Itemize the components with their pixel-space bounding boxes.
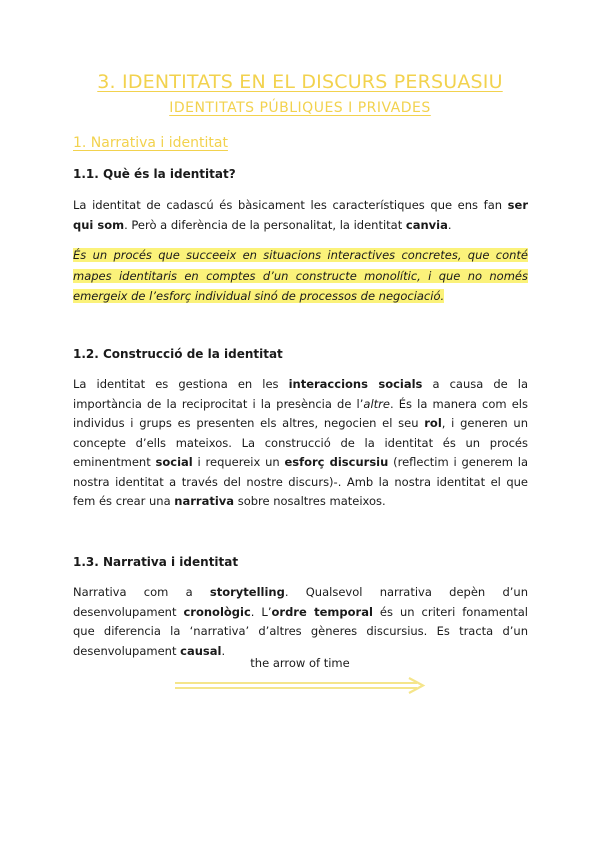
bold-term: social — [155, 455, 193, 469]
text-run: . — [221, 643, 226, 658]
bold-term: cronològic — [183, 604, 251, 619]
document-title: 3. IDENTITATS EN EL DISCURS PERSUASIU — [97, 71, 503, 93]
subsection-heading-1-3: 1.3. Narrativa i identitat — [73, 555, 239, 569]
text-run: La identitat es gestiona en les — [73, 377, 289, 391]
bold-term: rol — [424, 416, 442, 430]
text-run: . És la manera com els individus i grups es presenten els altres, negocien el seu — [73, 396, 528, 430]
subsection-heading-1-2: 1.2. Construcció de la identitat — [73, 347, 283, 361]
bold-term: causal — [180, 643, 222, 658]
text-run: Narrativa com a — [73, 585, 210, 599]
paragraph-1-3 — [73, 583, 528, 661]
text-run: sobre nosaltres mateixos. — [234, 494, 386, 508]
bold-term: esforç discursiu — [284, 455, 389, 469]
bold-term: storytelling — [209, 585, 285, 599]
arrow-right-icon — [173, 676, 429, 696]
text-run: , i generen un concepte d’ells mateixos. La construcció de la identitat és un procés eminentment — [73, 416, 528, 469]
figure-caption: the arrow of time — [250, 656, 350, 670]
subsection-heading-1-1: 1.1. Què és la identitat? — [73, 167, 236, 181]
bold-term: canvia — [405, 217, 448, 232]
text-run: . — [447, 217, 452, 232]
bold-term: ordre temporal — [271, 604, 373, 619]
bold-term: interaccions socials — [288, 377, 423, 391]
text-run: . L’ — [250, 604, 272, 619]
text-run: i requereix un — [192, 455, 285, 469]
text-run: . Qualsevol narrativa depèn d’un desenvolupament — [73, 585, 528, 619]
highlighted-text: És un procés que succeeix en situacions interactives concretes, que conté mapes identitaris en comptes d’un constructe monolític, i que no només emergeix de l’esforç individual sinó de processos de negociació. — [73, 248, 528, 303]
bold-term: narrativa — [174, 494, 235, 508]
text-run: La identitat de cadascú és bàsicament les característiques que ens fan — [73, 198, 508, 212]
italic-term: altre — [363, 396, 390, 411]
highlighted-paragraph — [73, 245, 528, 307]
bold-term: ser qui som — [73, 198, 528, 232]
text-run: (reflectim i generem la nostra identitat a través del nostre discurs)-. Amb la nostra identitat el que fem és crear una — [73, 455, 528, 508]
paragraph-1-1 — [73, 196, 528, 235]
section-heading: 1. Narrativa i identitat — [73, 135, 228, 151]
text-run: . Però a diferència de la personalitat, la identitat — [124, 217, 406, 232]
document-subtitle: IDENTITATS PÚBLIQUES I PRIVADES — [169, 100, 431, 116]
text-run: a causa de la importància de la reciprocitat i la presència de l’ — [73, 377, 529, 411]
text-run: és un criteri fonamental que diferencia la ‘narrativa’ d’altres gèneres discursius. Es tracta d’un desenvolupament — [73, 604, 528, 658]
paragraph-1-2 — [73, 375, 528, 512]
